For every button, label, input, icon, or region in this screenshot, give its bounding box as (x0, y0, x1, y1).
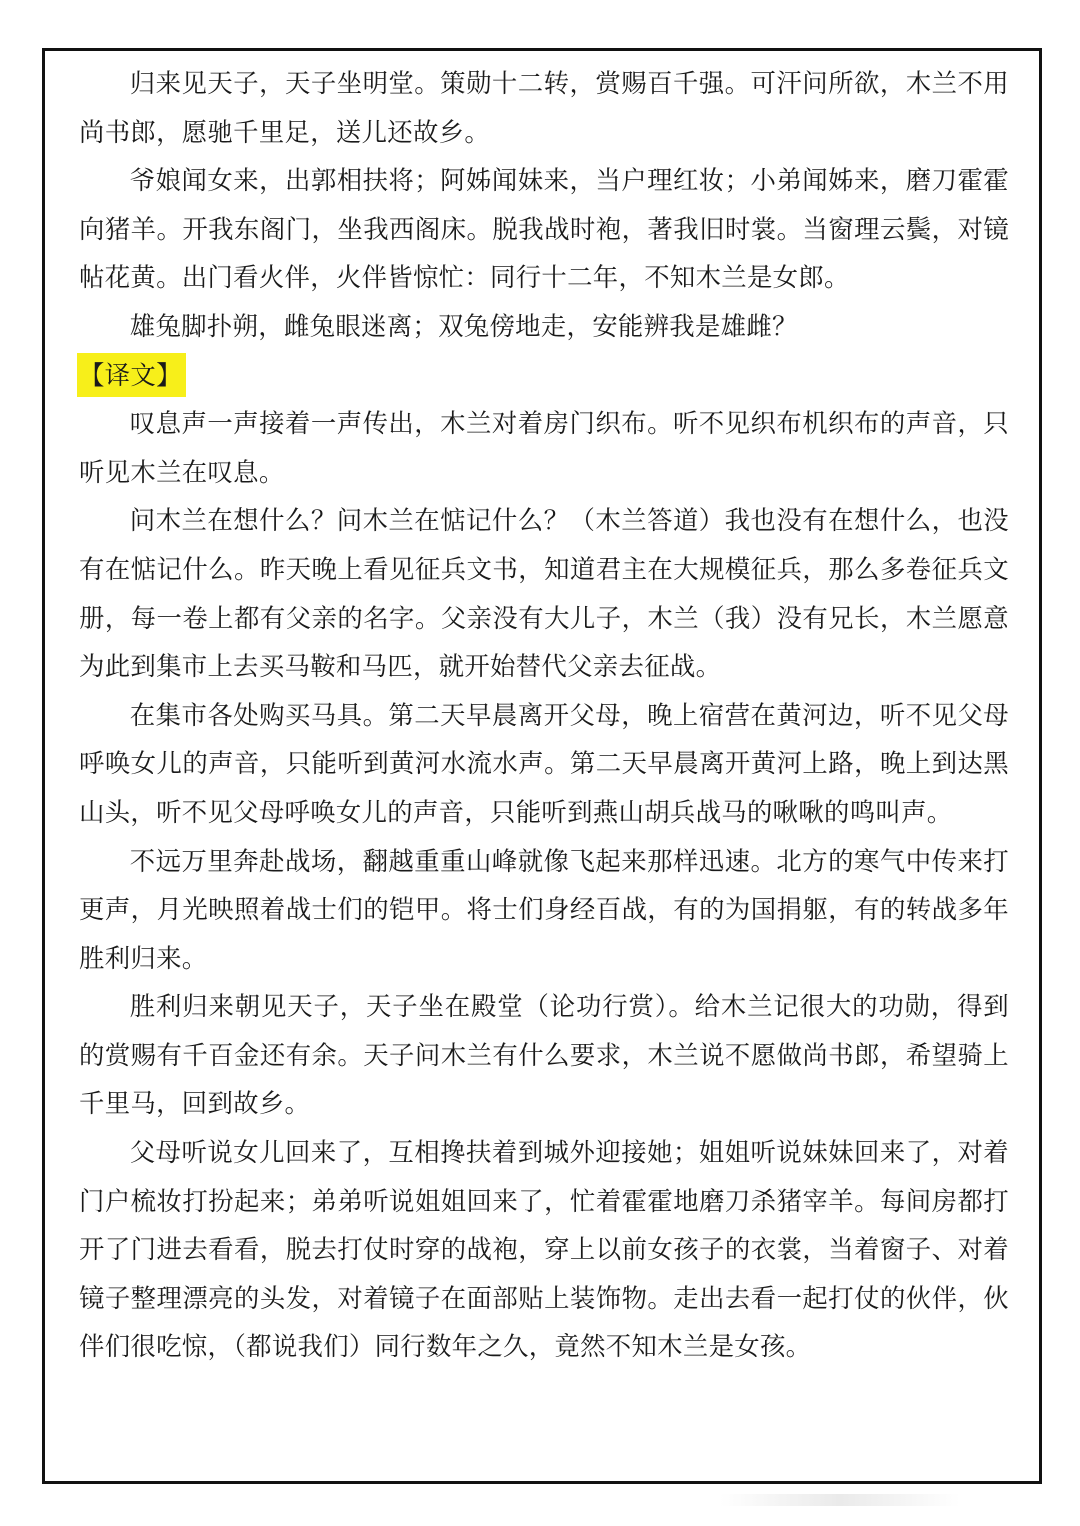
translation-paragraph-1: 叹息声一声接着一声传出，木兰对着房门织布。听不见织布机织布的声音，只听见木兰在叹息。 (79, 408, 1009, 487)
translation-label: 【译文】 (77, 353, 186, 397)
translation-paragraph-6: 父母听说女儿回来了，互相搀扶着到城外迎接她；姐姐听说妹妹回来了，对着门户梳妆打扮起来；弟弟听说姐姐回来了，忙着霍霍地磨刀杀猪宰羊。每间房都打开了门进去看看，脱去打仗时穿的战袍，穿上以前女孩子的衣裳，当着窗子、对着镜子整理漂亮的头发，对着镜子在面部贴上装饰物。走出去看一起打仗的伙伴，伙伴们很吃惊，（都说我们）同行数年之久，竟然不知木兰是女孩。 (79, 1137, 1009, 1362)
document-content (79, 59, 1009, 1371)
translation-paragraph-4: 不远万里奔赴战场，翻越重重山峰就像飞起来那样迅速。北方的寒气中传来打更声，月光映照着战士们的铠甲。将士们身经百战，有的为国捐躯，有的转战多年胜利归来。 (79, 845, 1009, 973)
translation-paragraph-3: 在集市各处购买马具。第二天早晨离开父母，晚上宿营在黄河边，听不见父母呼唤女儿的声音，只能听到黄河水流水声。第二天早晨离开黄河上路，晚上到达黑山头，听不见父母呼唤女儿的声音，只能听到燕山胡兵战马的啾啾的鸣叫声。 (79, 699, 1009, 827)
translation-paragraph-2: 问木兰在想什么？问木兰在惦记什么？（木兰答道）我也没有在想什么，也没有在惦记什么。昨天晚上看见征兵文书，知道君主在大规模征兵，那么多卷征兵文册，每一卷上都有父亲的名字。父亲没有大儿子，木兰（我）没有兄长，木兰愿意为此到集市上去买马鞍和马匹，就开始替代父亲去征战。 (79, 505, 1009, 682)
original-paragraph-1: 归来见天子，天子坐明堂。策勋十二转，赏赐百千强。可汗问所欲，木兰不用尚书郎，愿驰千里足，送儿还故乡。 (79, 68, 1009, 147)
original-paragraph-3: 雄兔脚扑朔，雌兔眼迷离；双兔傍地走，安能辨我是雄雌？ (129, 310, 798, 341)
original-paragraph-2: 爷娘闻女来，出郭相扶将；阿姊闻妹来，当户理红妆；小弟闻姊来，磨刀霍霍向猪羊。开我东阁门，坐我西阁床。脱我战时袍，著我旧时裳。当窗理云鬓，对镜帖花黄。出门看火伴，火伴皆惊忙：同行十二年，不知木兰是女郎。 (79, 165, 1009, 293)
document-frame (42, 48, 1042, 1484)
translation-heading-row (79, 351, 1009, 400)
translation-paragraph-5: 胜利归来朝见天子，天子坐在殿堂（论功行赏）。给木兰记很大的功勋，得到的赏赐有千百金还有余。天子问木兰有什么要求，木兰说不愿做尚书郎，希望骑上千里马，回到故乡。 (79, 991, 1009, 1119)
scan-shadow (720, 1494, 960, 1506)
